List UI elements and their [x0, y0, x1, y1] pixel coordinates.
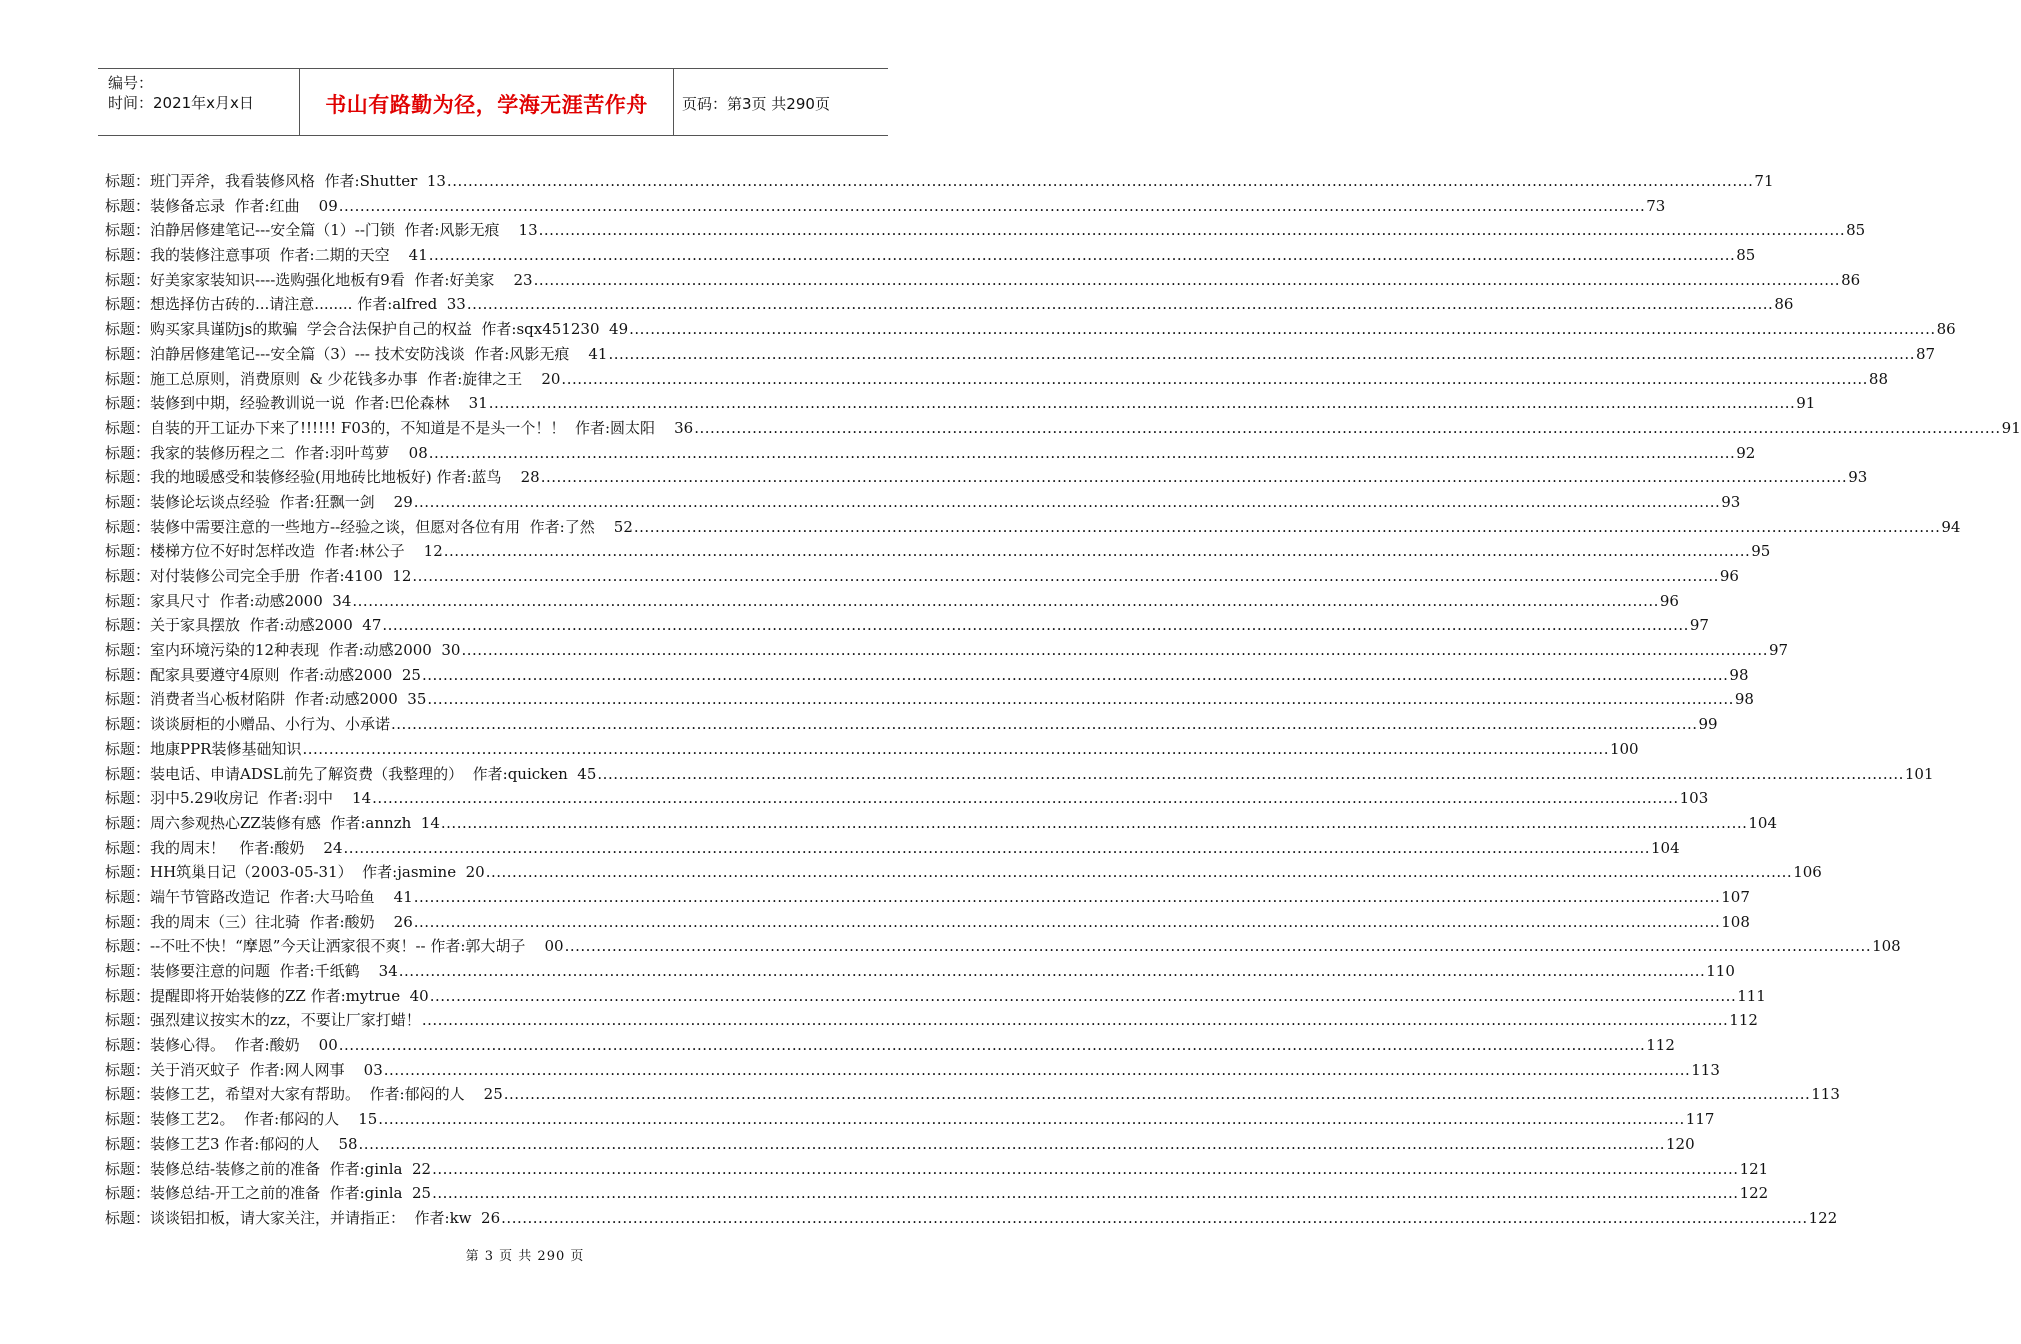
toc-entry-title: 标题：装修到中期，经验教训说一说 作者:巴伦森林 31 — [105, 394, 488, 413]
toc-entry[interactable] — [105, 1206, 1838, 1231]
toc-leader-dots — [384, 1058, 1690, 1083]
toc-entry-title: 标题：想选择仿古砖的...请注意........ 作者:alfred 33 — [105, 295, 466, 314]
toc-leader-dots — [378, 1107, 1684, 1132]
toc-entry[interactable] — [105, 687, 1754, 712]
toc-leader-dots — [608, 342, 1914, 367]
toc-entry-title: 标题：装修工艺3 作者:郁闷的人 58 — [105, 1134, 358, 1153]
toc-leader-dots — [565, 934, 1871, 959]
toc-entry[interactable] — [105, 317, 1956, 342]
toc-entry-page: 99 — [1698, 715, 1718, 734]
toc-entry-page: 92 — [1736, 443, 1756, 462]
toc-entry-page: 95 — [1751, 542, 1771, 561]
toc-entry[interactable] — [105, 811, 1778, 836]
toc-leader-dots — [629, 317, 1935, 342]
toc-entry-page: 108 — [1721, 912, 1750, 931]
toc-leader-dots — [430, 984, 1736, 1009]
toc-entry-page: 101 — [1904, 764, 1934, 783]
toc-leader-dots — [412, 564, 1718, 589]
toc-leader-dots — [414, 910, 1720, 935]
toc-leader-dots — [422, 1008, 1728, 1033]
toc-entry-title: 标题：--不吐不快！“摩恩”今天让洒家很不爽！-- 作者:郭大胡子 00 — [105, 937, 564, 956]
toc-entry-title: 标题：提醒即将开始装修的ZZ 作者:mytrue 40 — [105, 986, 429, 1005]
toc-entry-title: 标题：我的地暖感受和装修经验(用地砖比地板好) 作者:蓝鸟 28 — [105, 468, 540, 487]
toc-entry-title: 标题：关于家具摆放 作者:动感2000 47 — [105, 616, 382, 635]
toc-entry-title: 标题：配家具要遵守4原则 作者:动感2000 25 — [105, 665, 421, 684]
toc-entry-title: 标题：消费者当心板材陷阱 作者:动感2000 35 — [105, 690, 427, 709]
toc-entry[interactable] — [105, 1008, 1758, 1033]
toc-entry[interactable] — [105, 1132, 1695, 1157]
toc-entry[interactable] — [105, 342, 1936, 367]
toc-entry-title: 标题：对付装修公司完全手册 作者:4100 12 — [105, 567, 412, 585]
toc-entry[interactable] — [105, 786, 1709, 811]
toc-entry[interactable] — [105, 465, 1868, 490]
toc-leader-dots — [444, 539, 1750, 564]
toc-entry[interactable] — [105, 490, 1741, 515]
toc-entry-title: 标题：装修总结-开工之前的准备 作者:ginla 25 — [105, 1184, 432, 1203]
toc-entry-title: 标题：关于消灭蚊子 作者:网人网事 03 — [105, 1060, 383, 1079]
toc-entry-page: 71 — [1754, 172, 1774, 190]
toc-entry[interactable] — [105, 712, 1718, 737]
toc-entry-title: 标题：装修总结-装修之前的准备 作者:ginla 22 — [105, 1159, 432, 1178]
toc-entry[interactable] — [105, 638, 1789, 663]
toc-entry[interactable] — [105, 391, 1816, 416]
toc-entry[interactable] — [105, 367, 1888, 392]
toc-entry[interactable] — [105, 243, 1756, 268]
page-info: 页码：第3页 共290页 — [682, 95, 830, 113]
toc-leader-dots — [501, 1206, 1807, 1231]
toc-entry-page: 107 — [1721, 887, 1750, 906]
toc-entry-page: 104 — [1748, 813, 1778, 832]
number-label: 编号： — [108, 74, 154, 92]
toc-entry[interactable] — [105, 762, 1934, 787]
toc-entry[interactable] — [105, 1181, 1769, 1206]
toc-entry[interactable] — [105, 416, 2021, 441]
toc-entry-title: 标题：好美家家装知识----选购强化地板有9看 作者:好美家 23 — [105, 270, 533, 289]
toc-entry-page: 96 — [1659, 591, 1679, 610]
toc-leader-dots — [382, 613, 1688, 638]
toc-entry-page: 97 — [1689, 616, 1709, 635]
toc-entry-page: 91 — [2001, 418, 2021, 437]
toc-entry-title: 标题：地康PPR装修基础知识 — [105, 739, 302, 758]
toc-leader-dots — [399, 959, 1705, 984]
toc-entry-title: 标题：我家的装修历程之二 作者:羽叶茑萝 08 — [105, 443, 428, 462]
toc-entry[interactable] — [105, 984, 1766, 1009]
toc-entry-page: 85 — [1736, 246, 1756, 265]
toc-leader-dots — [414, 490, 1720, 515]
toc-entry-page: 98 — [1729, 665, 1749, 684]
toc-entry[interactable] — [105, 836, 1680, 861]
toc-entry-page: 113 — [1811, 1085, 1840, 1104]
toc-entry-page: 122 — [1808, 1208, 1838, 1227]
toc-leader-dots — [541, 465, 1847, 490]
toc-entry-page: 97 — [1768, 641, 1789, 660]
toc-entry[interactable] — [105, 194, 1666, 219]
toc-entry-title: 标题：购买家具谨防js的欺骗 学会合法保护自己的权益 作者:sqx451230 49 — [105, 320, 629, 339]
toc-entry-page: 117 — [1685, 1110, 1715, 1129]
toc-leader-dots — [504, 1082, 1810, 1107]
toc-entry-page: 93 — [1721, 492, 1741, 511]
toc-entry-title: 标题：泊静居修建笔记---安全篇（3）--- 技术安防浅谈 作者:风影无痕 41 — [105, 344, 608, 363]
header-meta-cell — [98, 69, 300, 135]
toc-leader-dots — [427, 687, 1733, 712]
toc-entry-title: 标题：装修心得。 作者:酸奶 00 — [105, 1036, 338, 1055]
toc-entry[interactable] — [105, 1157, 1769, 1182]
header-page-cell — [674, 69, 888, 135]
toc-entry[interactable] — [105, 934, 1901, 959]
toc-leader-dots — [694, 416, 2000, 441]
toc-entry-title: 标题：泊静居修建笔记---安全篇（1）--门锁 作者:风影无痕 13 — [105, 221, 538, 240]
toc-entry-title: 标题：我的装修注意事项 作者:二期的天空 41 — [105, 246, 428, 265]
toc-entry-page: 120 — [1666, 1134, 1695, 1153]
toc-leader-dots — [539, 218, 1845, 243]
toc-entry-page: 86 — [1936, 320, 1956, 339]
toc-leader-dots — [339, 194, 1645, 219]
toc-entry-title: 标题：端午节管路改造记 作者:大马哈鱼 41 — [105, 887, 413, 906]
page-footer: 第 3 页 共 290 页 — [465, 1249, 585, 1264]
toc-leader-dots — [344, 836, 1650, 861]
toc-entry-page: 85 — [1846, 221, 1866, 240]
toc-entry[interactable] — [105, 292, 1794, 317]
toc-entry-title: 标题：羽中5.29收房记 作者:羽中 14 — [105, 789, 372, 808]
toc-leader-dots — [302, 737, 1608, 762]
toc-leader-dots — [447, 169, 1753, 194]
toc-entry[interactable] — [105, 885, 1750, 910]
toc-entry[interactable] — [105, 860, 1822, 885]
toc-entry[interactable] — [105, 268, 1861, 293]
toc-leader-dots — [359, 1132, 1665, 1157]
toc-entry[interactable] — [105, 737, 1639, 762]
toc-entry-title: 标题：装修工艺2。 作者:郁闷的人 15 — [105, 1110, 378, 1129]
toc-entry-title: 标题：楼梯方位不好时怎样改造 作者:林公子 12 — [105, 542, 443, 561]
toc-entry[interactable] — [105, 589, 1679, 614]
toc-leader-dots — [432, 1157, 1738, 1182]
toc-entry-title: 标题：HH筑巢日记（2003-05-31） 作者:jasmine 20 — [105, 863, 485, 882]
toc-entry-page: 122 — [1739, 1184, 1769, 1203]
toc-leader-dots — [467, 292, 1773, 317]
toc-entry[interactable] — [105, 663, 1749, 688]
toc-entry[interactable] — [105, 959, 1735, 984]
toc-entry-page: 112 — [1729, 1011, 1758, 1030]
toc-entry-page: 111 — [1737, 986, 1766, 1005]
toc-entry-title: 标题：装电话、申请ADSL前先了解资费（我整理的） 作者:quicken 45 — [105, 764, 597, 783]
toc-leader-dots — [372, 786, 1678, 811]
toc-entry-page: 98 — [1734, 690, 1754, 709]
toc-entry-title: 标题：装修备忘录 作者:红曲 09 — [105, 196, 338, 215]
toc-entry-title: 标题：装修工艺，希望对大家有帮助。 作者:郁闷的人 25 — [105, 1085, 503, 1104]
toc-entry[interactable] — [105, 441, 1756, 466]
toc-entry-page: 108 — [1872, 937, 1901, 956]
toc-entry-title: 标题：室内环境污染的12种表现 作者:动感2000 30 — [105, 641, 461, 660]
toc-entry-page: 100 — [1609, 739, 1639, 758]
toc-entry-page: 103 — [1679, 789, 1709, 808]
toc-entry-title: 标题：施工总原则，消费原则 & 少花钱多办事 作者:旋律之王 20 — [105, 369, 561, 388]
toc-leader-dots — [461, 638, 1767, 663]
toc-entry-title: 标题：装修中需要注意的一些地方--经验之谈，但愿对各位有用 作者:了然 52 — [105, 517, 633, 536]
toc-entry-page: 91 — [1796, 394, 1816, 413]
toc-entry-title: 标题：装修要注意的问题 作者:千纸鹤 34 — [105, 962, 398, 980]
toc-leader-dots — [339, 1033, 1645, 1058]
toc-entry-page: 86 — [1774, 295, 1794, 314]
toc-leader-dots — [534, 268, 1840, 293]
toc-leader-dots — [429, 441, 1735, 466]
toc-entry[interactable] — [105, 1058, 1720, 1083]
toc-entry-title: 标题：强烈建议按实木的zz，不要让厂家打蜡！ — [105, 1011, 421, 1030]
toc-entry-page: 112 — [1646, 1036, 1675, 1055]
toc-leader-dots — [486, 860, 1792, 885]
toc-entry-page: 93 — [1848, 468, 1868, 487]
toc-leader-dots — [597, 762, 1903, 787]
toc-leader-dots — [561, 367, 1867, 392]
toc-entry-page: 73 — [1646, 196, 1666, 215]
toc-entry-title: 标题：谈谈铝扣板，请大家关注，并请指正： 作者:kw 26 — [105, 1208, 501, 1227]
toc-entry[interactable] — [105, 910, 1750, 935]
toc-entry[interactable] — [105, 1107, 1715, 1132]
toc-entry[interactable] — [105, 169, 1774, 194]
toc-entry-page: 110 — [1706, 962, 1735, 980]
toc-entry[interactable] — [105, 218, 1866, 243]
toc-entry[interactable] — [105, 539, 1771, 564]
toc-leader-dots — [414, 885, 1720, 910]
toc-leader-dots — [432, 1181, 1738, 1206]
toc-leader-dots — [634, 515, 1940, 540]
toc-entry-page: 94 — [1941, 517, 1961, 536]
toc-entry-page: 121 — [1739, 1159, 1769, 1178]
toc-entry-page: 104 — [1651, 838, 1680, 857]
toc-entry-title: 标题：家具尺寸 作者:动感2000 34 — [105, 591, 352, 610]
toc-leader-dots — [391, 712, 1697, 737]
toc-leader-dots — [352, 589, 1658, 614]
toc-entry[interactable] — [105, 564, 1739, 589]
toc-entry[interactable] — [105, 515, 1961, 540]
toc-entry-page: 96 — [1719, 567, 1739, 585]
header-motto-cell — [300, 69, 674, 135]
motto-text: 书山有路勤为径，学海无涯苦作舟 — [325, 93, 648, 117]
toc-entry-title: 标题：装修论坛谈点经验 作者:狂飘一剑 29 — [105, 492, 413, 511]
toc-entry[interactable] — [105, 1033, 1675, 1058]
toc-entry-title: 标题：班门弄斧，我看装修风格 作者:Shutter 13 — [105, 172, 446, 190]
toc-leader-dots — [489, 391, 1795, 416]
toc-entry-page: 106 — [1793, 863, 1822, 882]
toc-entry-title: 标题：自装的开工证办下来了!!!!!! F03的，不知道是不是头一个！！ 作者:圆太阳 36 — [105, 418, 694, 437]
toc-leader-dots — [429, 243, 1735, 268]
toc-entry-page: 86 — [1841, 270, 1861, 289]
toc-entry-title: 标题：周六参观热心ZZ装修有感 作者:annzh 14 — [105, 813, 440, 832]
toc-leader-dots — [422, 663, 1728, 688]
toc-leader-dots — [441, 811, 1747, 836]
toc-entry[interactable] — [105, 1082, 1840, 1107]
toc-entry-title: 标题：谈谈厨柜的小赠品、小行为、小承诺 — [105, 715, 391, 734]
toc-entry-page: 113 — [1691, 1060, 1720, 1079]
table-of-contents — [105, 169, 2021, 1231]
page-header — [98, 68, 888, 136]
time-label: 时间：2021年x月x日 — [108, 94, 254, 112]
toc-entry[interactable] — [105, 613, 1709, 638]
toc-entry-title: 标题：我的周末（三）往北骑 作者:酸奶 26 — [105, 912, 413, 931]
toc-entry-page: 88 — [1868, 369, 1888, 388]
toc-entry-page: 87 — [1915, 344, 1936, 363]
toc-entry-title: 标题：我的周末！ 作者:酸奶 24 — [105, 838, 343, 857]
